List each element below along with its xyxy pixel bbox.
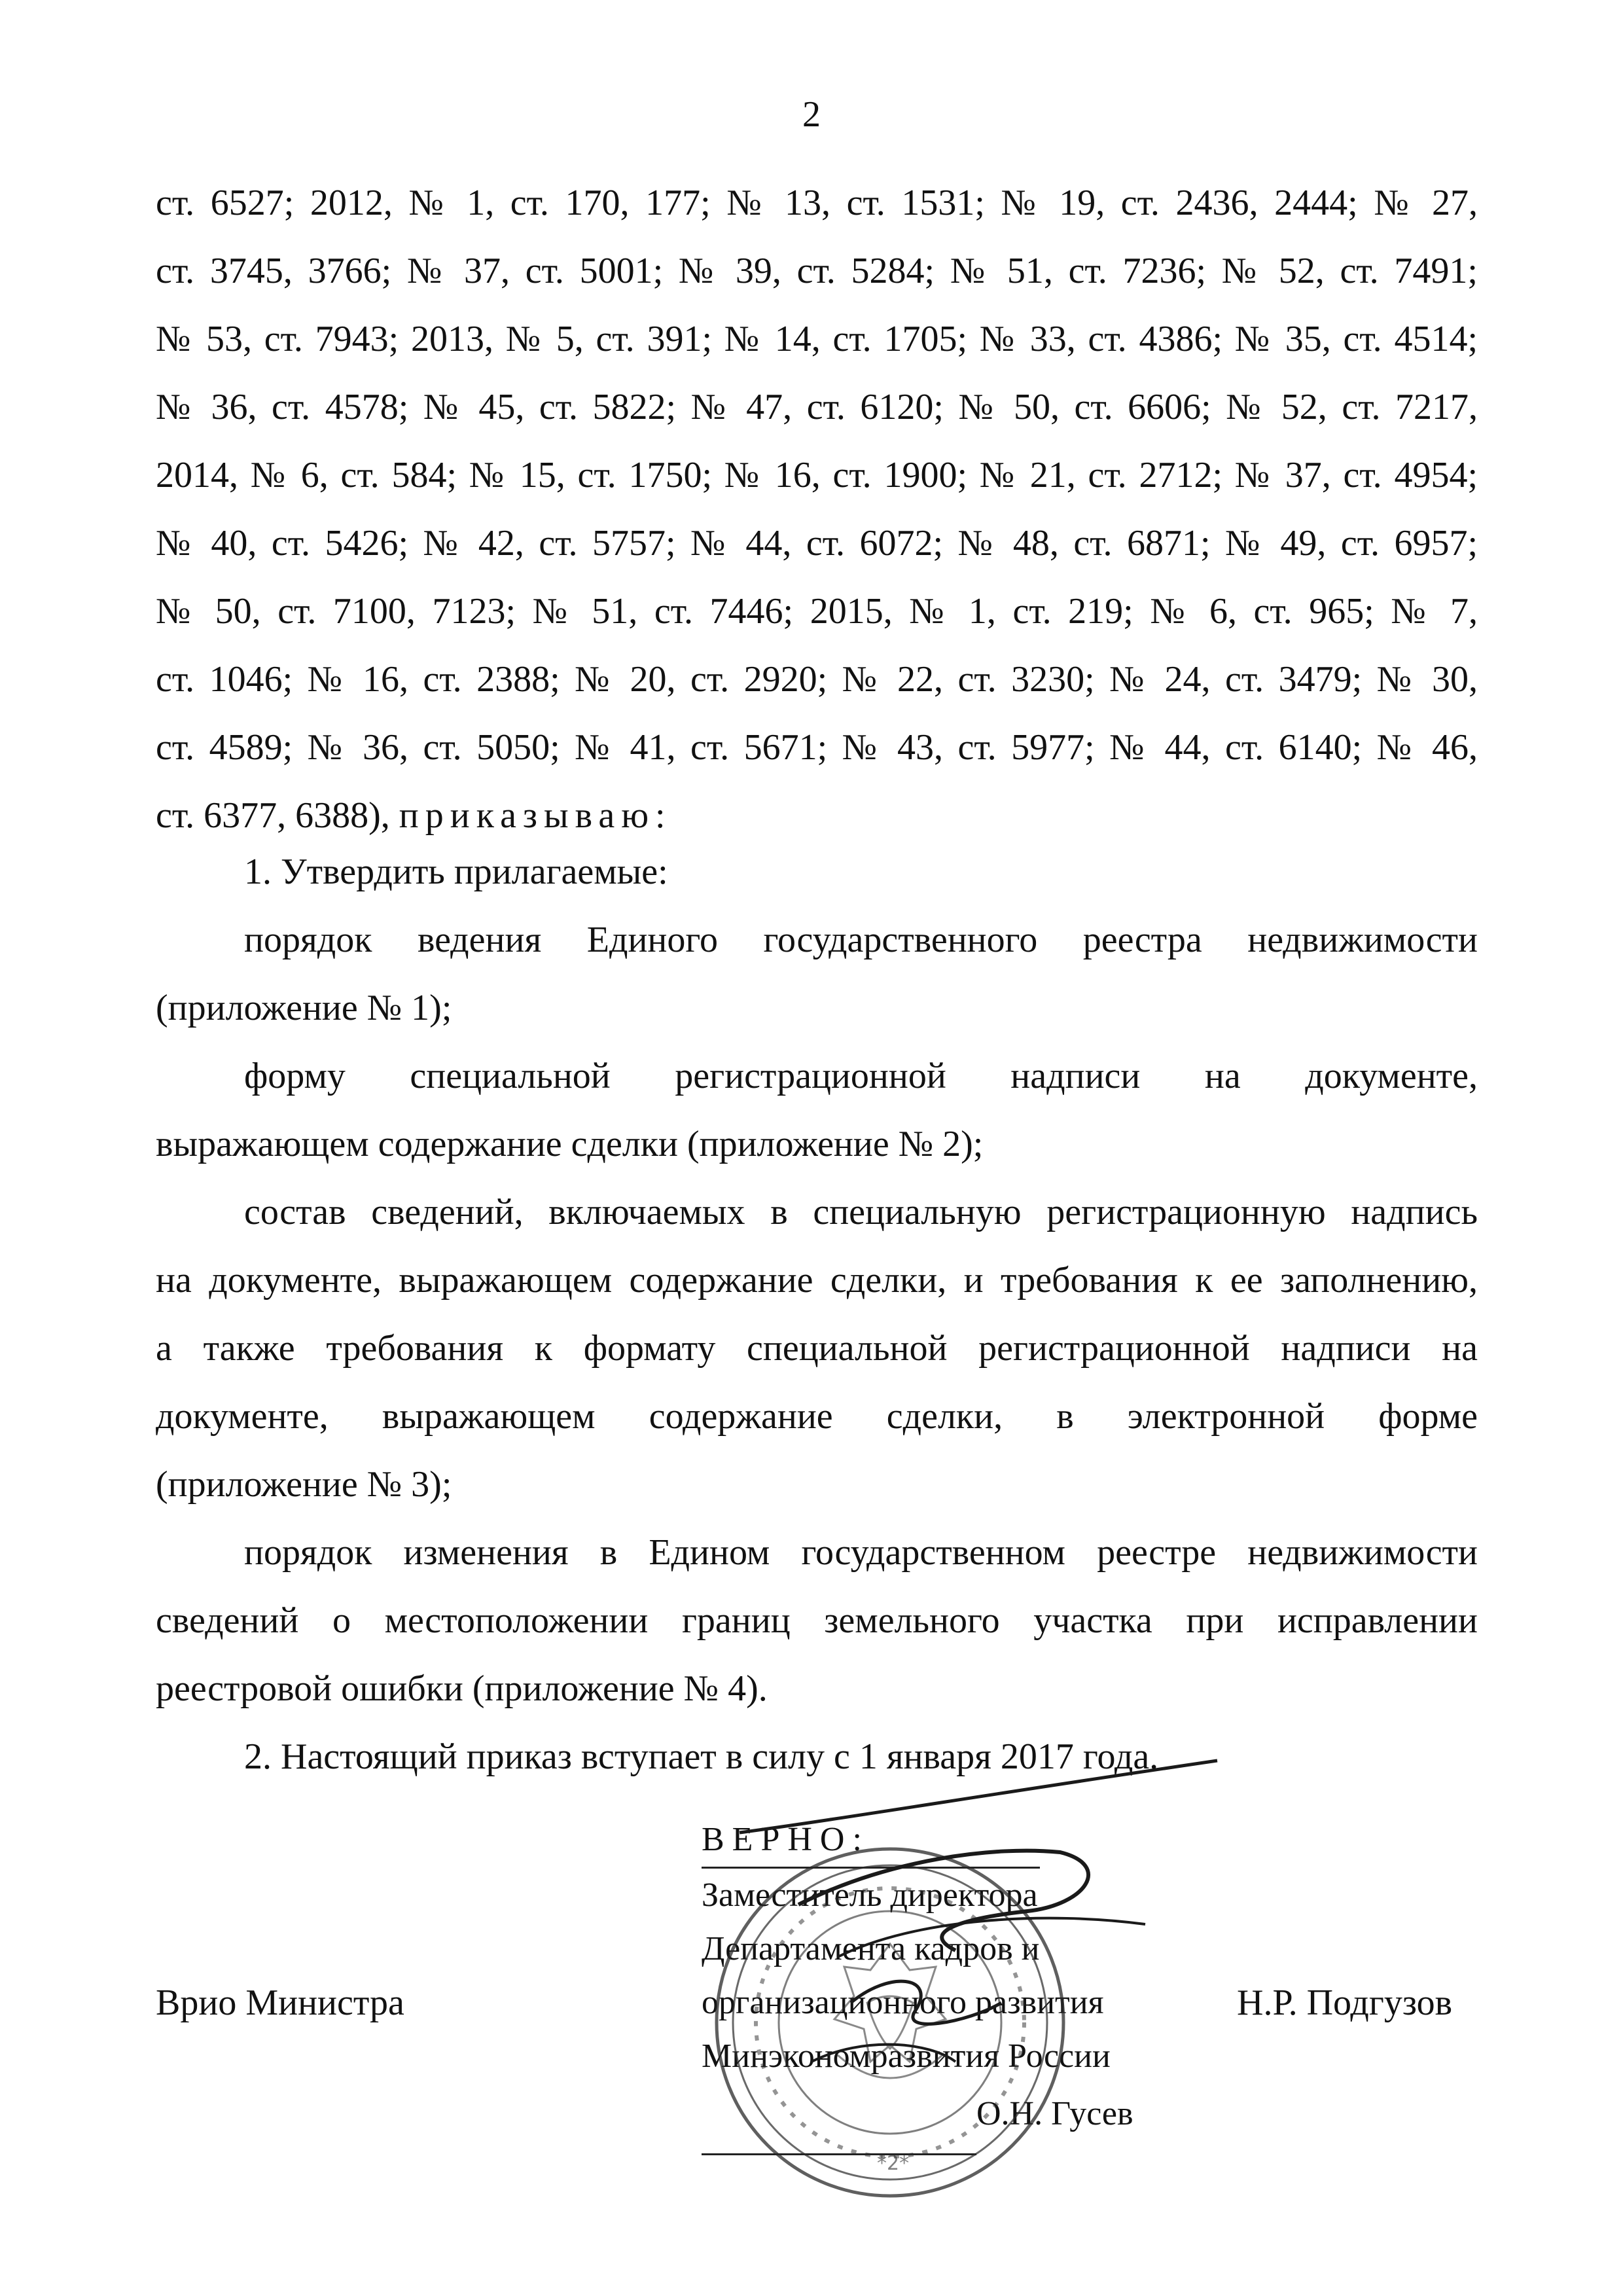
item1-d-line: реестровой ошибки (приложение № 4). xyxy=(156,1668,768,1709)
item1-d-line: порядок изменения в Едином государственном реестре недвижимости xyxy=(244,1532,1478,1573)
verno-position-line: Заместитель директора xyxy=(702,1876,1038,1914)
item2: 2. Настоящий приказ вступает в силу с 1 января 2017 года. xyxy=(244,1736,1159,1777)
verno-position-line: организационного развития xyxy=(702,1984,1104,2021)
reference-line: ст. 1046; № 16, ст. 2388; № 20, ст. 2920; № 22, ст. 3230; № 24, ст. 3479; № 30, xyxy=(156,659,1478,700)
reference-line: 2014, № 6, ст. 584; № 15, ст. 1750; № 16, ст. 1900; № 21, ст. 2712; № 37, ст. 4954; xyxy=(156,455,1478,495)
reference-last-text: ст. 6377, 6388), xyxy=(156,795,390,836)
verno-position-line: Департамента кадров и xyxy=(702,1930,1040,1967)
item1-b-line: форму специальной регистрационной надписи на документе, xyxy=(244,1056,1478,1096)
reference-line: ст. 6527; 2012, № 1, ст. 170, 177; № 13, ст. 1531; № 19, ст. 2436, 2444; № 27, xyxy=(156,183,1478,223)
svg-text:*2*: *2* xyxy=(877,2152,910,2175)
references-paragraph xyxy=(156,169,1478,850)
verno-title: ВЕРНО: xyxy=(702,1813,1040,1869)
verno-name: О.Н. Гусев xyxy=(976,2095,1133,2132)
signature-underline xyxy=(702,2153,976,2155)
reference-line: ст. 4589; № 36, ст. 5050; № 41, ст. 5671; № 43, ст. 5977; № 44, ст. 6140; № 46, xyxy=(156,727,1478,768)
reference-line: № 53, ст. 7943; 2013, № 5, ст. 391; № 14, ст. 1705; № 33, ст. 4386; № 35, ст. 4514; xyxy=(156,319,1478,359)
signer-title: Врио Министра xyxy=(156,1982,404,2023)
reference-line: ст. 3745, 3766; № 37, ст. 5001; № 39, ст. 5284; № 51, ст. 7236; № 52, ст. 7491; xyxy=(156,251,1478,291)
item1-c-line: документе, выражающем содержание сделки, в электронной форме xyxy=(156,1396,1478,1437)
item1-c-line: а также требования к формату специальной регистрационной надписи на xyxy=(156,1328,1478,1369)
item1-c-line: на документе, выражающем содержание сделки, и требования к ее заполнению, xyxy=(156,1260,1478,1300)
reference-line: № 50, ст. 7100, 7123; № 51, ст. 7446; 2015, № 1, ст. 219; № 6, ст. 965; № 7, xyxy=(156,591,1478,632)
item1-c-line: состав сведений, включаемых в специальную регистрационную надпись xyxy=(244,1192,1478,1232)
item1-a-line: порядок ведения Единого государственного реестра недвижимости xyxy=(244,920,1478,960)
verno-position-line: Минэкономразвития России xyxy=(702,2037,1111,2075)
item1-c-line: (приложение № 3); xyxy=(156,1464,452,1505)
item1-a-line: (приложение № 1); xyxy=(156,988,452,1028)
reference-line: № 36, ст. 4578; № 45, ст. 5822; № 47, ст. 6120; № 50, ст. 6606; № 52, ст. 7217, xyxy=(156,387,1478,427)
reference-line: № 40, ст. 5426; № 42, ст. 5757; № 44, ст. 6072; № 48, ст. 6871; № 49, ст. 6957; xyxy=(156,523,1478,564)
certification-block xyxy=(702,1813,1133,2141)
order-word: приказываю: xyxy=(399,795,672,836)
signer-name: Н.Р. Подгузов xyxy=(1237,1982,1453,2023)
item1-d-line: сведений о местоположении границ земельного участка при исправлении xyxy=(156,1600,1478,1641)
item1-b-line: выражающем содержание сделки (приложение № 2); xyxy=(156,1124,984,1164)
order-body xyxy=(156,838,1478,1791)
page-number: 2 xyxy=(802,94,821,135)
item1-title: 1. Утвердить прилагаемые: xyxy=(244,852,668,892)
